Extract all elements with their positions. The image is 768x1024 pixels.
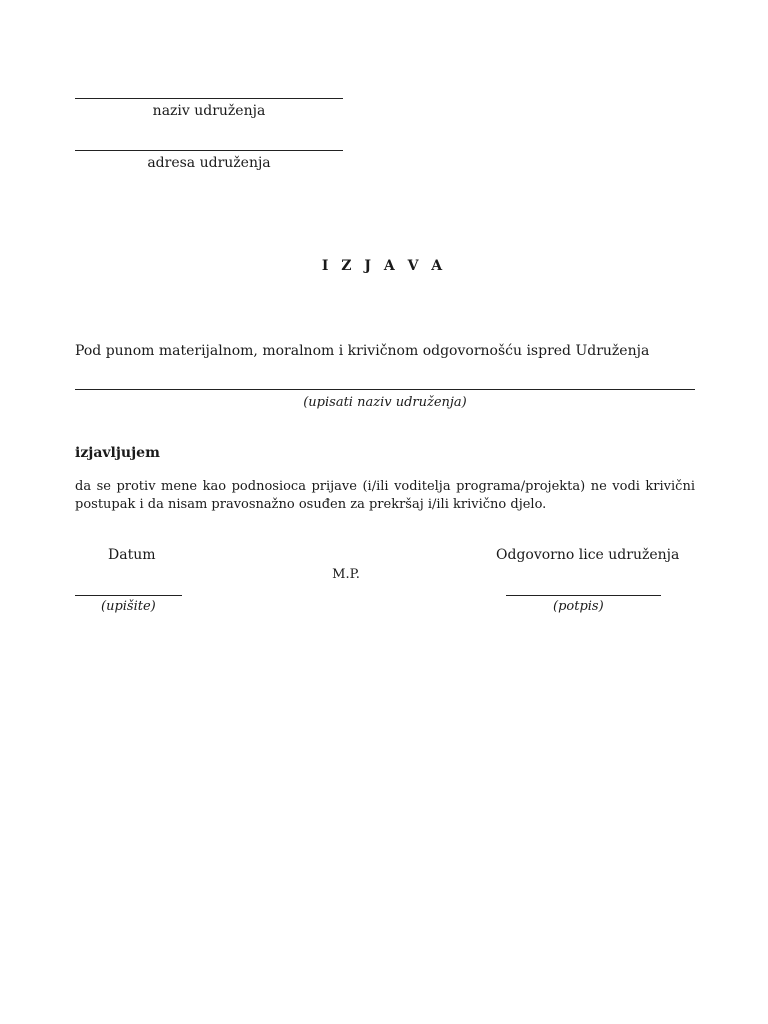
org-address-line[interactable] — [75, 150, 343, 151]
org-full-name-hint: (upisati naziv udruženja) — [303, 395, 467, 410]
document-title: I Z J A V A — [321, 258, 447, 274]
responsible-person-label: Odgovorno lice udruženja — [496, 547, 680, 563]
date-line[interactable] — [75, 595, 182, 596]
org-full-name-line[interactable] — [75, 389, 695, 390]
statement-paragraph: da se protiv mene kao podnosioca prijave (i/ili voditelja programa/projekta) ne vodi krivični postupak i da nisam pravosnažno osuđen za prekršaj i/ili krivično djelo. — [75, 479, 695, 512]
org-address-label: adresa udruženja — [147, 155, 271, 171]
intro-text: Pod punom materijalnom, moralnom i krivičnom odgovornošću ispred Udruženja — [75, 343, 650, 359]
stamp-label: M.P. — [332, 567, 360, 582]
org-name-label: naziv udruženja — [152, 103, 266, 119]
declare-label: izjavljujem — [75, 445, 160, 461]
date-label: Datum — [108, 547, 156, 563]
date-hint: (upišite) — [101, 599, 156, 614]
signature-hint: (potpis) — [553, 599, 604, 614]
signature-line[interactable] — [506, 595, 661, 596]
org-name-line[interactable] — [75, 98, 343, 99]
